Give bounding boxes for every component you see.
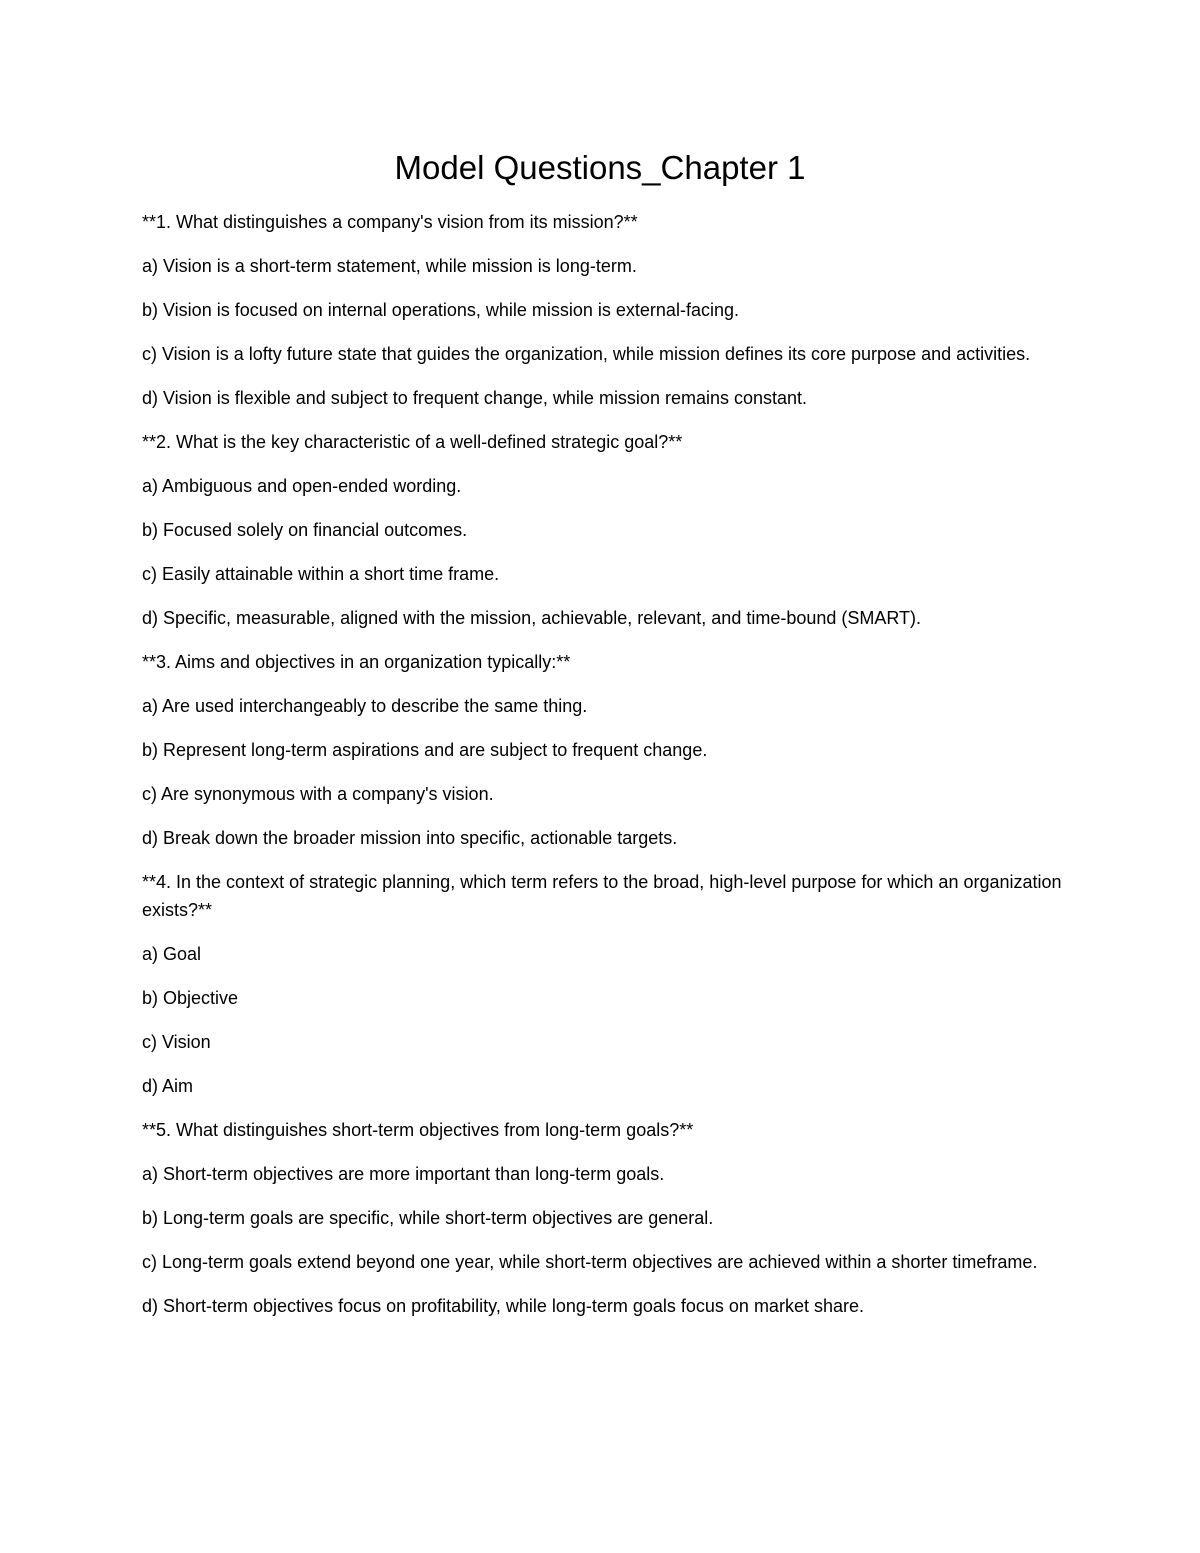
- answer-option-a: a) Are used interchangeably to describe the same thing.: [142, 696, 588, 716]
- question-prompt: **2. What is the key characteristic of a well-defined strategic goal?**: [142, 432, 683, 452]
- answer-option-d: d) Break down the broader mission into specific, actionable targets.: [142, 828, 678, 848]
- answer-option-d: d) Short-term objectives focus on profitability, while long-term goals focus on market share.: [142, 1296, 864, 1316]
- question-prompt: **3. Aims and objectives in an organization typically:**: [142, 652, 571, 672]
- question-3: [142, 648, 1062, 852]
- question-2: [142, 428, 1062, 632]
- answer-option-c: c) Are synonymous with a company's vision.: [142, 784, 494, 804]
- answer-option-a: a) Ambiguous and open-ended wording.: [142, 476, 462, 496]
- answer-option-b: b) Represent long-term aspirations and are subject to frequent change.: [142, 740, 708, 760]
- page-title: Model Questions_Chapter 1: [394, 149, 806, 186]
- question-4: [142, 868, 1062, 1100]
- answer-option-c: c) Long-term goals extend beyond one year, while short-term objectives are achieved within a shorter timeframe.: [142, 1252, 1038, 1272]
- answer-option-c: c) Vision is a lofty future state that guides the organization, while mission defines its core purpose and activities.: [142, 344, 1031, 364]
- question-prompt: **1. What distinguishes a company's vision from its mission?**: [142, 212, 638, 232]
- answer-option-c: c) Easily attainable within a short time frame.: [142, 564, 500, 584]
- answer-option-a: a) Goal: [142, 944, 202, 964]
- answer-option-b: b) Objective: [142, 988, 239, 1008]
- question-prompt: **4. In the context of strategic planning, which term refers to the broad, high-level purpose for which an organization exists?**: [142, 872, 1062, 920]
- answer-option-b: b) Long-term goals are specific, while short-term objectives are general.: [142, 1208, 714, 1228]
- answer-option-d: d) Vision is flexible and subject to frequent change, while mission remains constant.: [142, 388, 808, 408]
- answer-option-d: d) Aim: [142, 1076, 194, 1096]
- answer-option-c: c) Vision: [142, 1032, 211, 1052]
- answer-option-b: b) Vision is focused on internal operations, while mission is external-facing.: [142, 300, 739, 320]
- question-5: [142, 1116, 1062, 1320]
- question-1: [142, 208, 1062, 412]
- answer-option-a: a) Vision is a short-term statement, while mission is long-term.: [142, 256, 637, 276]
- answer-option-a: a) Short-term objectives are more important than long-term goals.: [142, 1164, 665, 1184]
- question-list: [142, 208, 1062, 1336]
- answer-option-b: b) Focused solely on financial outcomes.: [142, 520, 468, 540]
- answer-option-d: d) Specific, measurable, aligned with the mission, achievable, relevant, and time-bound (SMART).: [142, 608, 922, 628]
- question-prompt: **5. What distinguishes short-term objectives from long-term goals?**: [142, 1120, 694, 1140]
